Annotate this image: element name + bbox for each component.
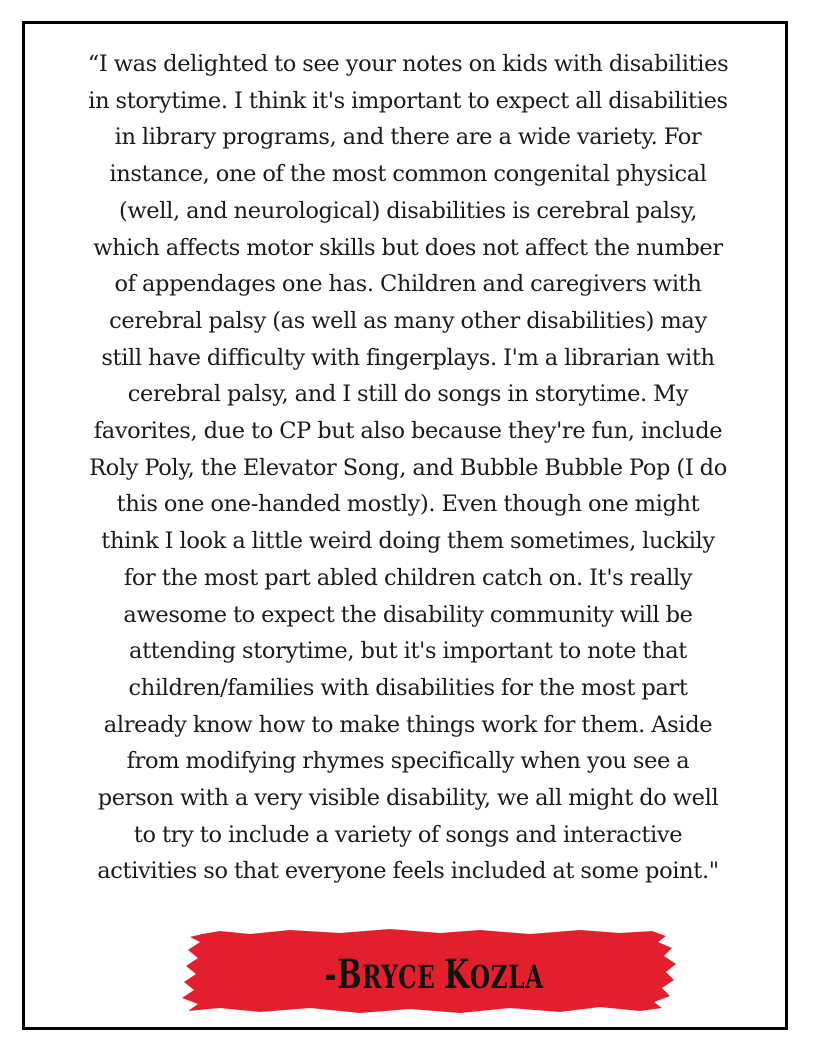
quote-line: activities so that everyone feels included at some point." xyxy=(97,858,719,885)
quote-line: favorites, due to CP but also because they're fun, include xyxy=(93,418,723,445)
quote-line: cerebral palsy, and I still do songs in storytime. My xyxy=(127,381,689,408)
quote-line: of appendages one has. Children and caregivers with xyxy=(114,271,702,298)
quote-line: this one one-handed mostly). Even though one might xyxy=(116,491,700,518)
quote-line: awesome to expect the disability community will be xyxy=(123,601,693,628)
quote-line: still have difficulty with fingerplays. I'm a librarian with xyxy=(101,344,715,371)
quote-line: think I look a little weird doing them sometimes, luckily xyxy=(101,528,715,555)
quote-line: which affects motor skills but does not affect the number xyxy=(93,234,723,261)
attribution-signature xyxy=(254,940,614,1010)
quote-line: instance, one of the most common congenital physical xyxy=(109,161,707,188)
quote-line: attending storytime, but it's important to note that xyxy=(129,638,687,665)
quote-line: “I was delighted to see your notes on kids with disabilities xyxy=(87,51,729,77)
signature-part: K xyxy=(444,951,471,998)
quote-line: person with a very visible disability, we all might do well xyxy=(97,785,719,812)
quote-line: in library programs, and there are a wide variety. For xyxy=(114,124,702,151)
quote-line: cerebral palsy (as well as many other disabilities) may xyxy=(109,307,707,334)
quote-line: in storytime. I think it's important to expect all disabilities xyxy=(88,87,728,114)
quote-line: from modifying rhymes specifically when you see a xyxy=(126,748,690,775)
signature-part: RYCE xyxy=(362,958,445,996)
quote-line: children/families with disabilities for the most part xyxy=(128,674,688,701)
testimonial-quote xyxy=(30,46,786,890)
quote-line: already know how to make things work for them. Aside xyxy=(103,711,713,738)
quote-line: (well, and neurological) disabilities is cerebral palsy, xyxy=(118,197,698,224)
quote-line: to try to include a variety of songs and interactive xyxy=(133,821,683,848)
quote-line: Roly Poly, the Elevator Song, and Bubble Bubble Pop (I do xyxy=(89,454,727,481)
signature-part: -B xyxy=(324,951,363,998)
quote-line: for the most part abled children catch on. It's really xyxy=(123,564,693,591)
signature-part: OZLA xyxy=(470,958,544,996)
